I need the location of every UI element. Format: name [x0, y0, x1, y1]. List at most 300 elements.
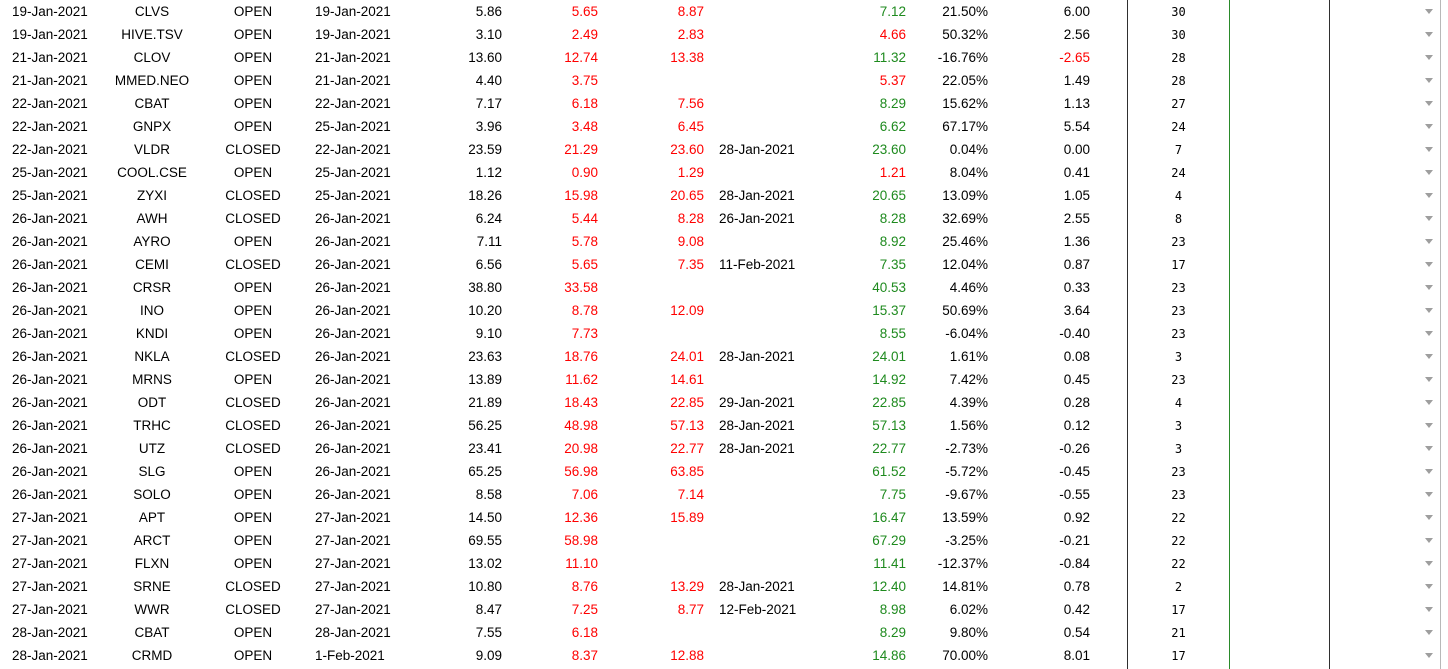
stop-price-cell[interactable]: 7.73 [571, 326, 598, 341]
ratio-cell[interactable]: 0.45 [1063, 372, 1090, 387]
entry-price-cell[interactable]: 23.63 [468, 349, 502, 364]
chevron-down-icon[interactable] [1423, 375, 1435, 385]
chevron-down-icon[interactable] [1423, 145, 1435, 155]
exit-date-cell[interactable] [719, 23, 809, 46]
chevron-down-icon[interactable] [1423, 582, 1435, 592]
ratio-cell[interactable]: 0.28 [1063, 395, 1090, 410]
exit-date-cell[interactable] [719, 460, 809, 483]
ratio-cell[interactable]: 2.56 [1063, 27, 1090, 42]
chevron-down-icon[interactable] [1423, 191, 1435, 201]
current-price-cell[interactable]: 20.65 [872, 188, 906, 203]
chevron-down-icon[interactable] [1423, 260, 1435, 270]
stop-price-cell[interactable]: 18.76 [564, 349, 598, 364]
percent-change-cell[interactable]: 70.00% [942, 648, 988, 663]
current-price-cell[interactable]: 11.41 [873, 556, 906, 571]
exit-date-cell[interactable]: 28-Jan-2021 [719, 418, 795, 433]
ticker-cell[interactable]: AYRO [133, 234, 171, 249]
stop-price-cell[interactable]: 12.36 [564, 510, 598, 525]
percent-change-cell[interactable]: 22.05% [942, 73, 988, 88]
status-cell[interactable]: OPEN [233, 50, 273, 65]
percent-change-cell[interactable]: 1.56% [949, 418, 988, 433]
status-cell[interactable]: CLOSED [225, 188, 281, 203]
stop-price-cell[interactable]: 5.65 [571, 4, 598, 19]
entry-price-cell[interactable]: 8.47 [475, 602, 502, 617]
exit-date-cell[interactable] [719, 322, 809, 345]
status-cell[interactable]: CLOSED [225, 349, 281, 364]
exit-date-cell[interactable]: 28-Jan-2021 [719, 188, 795, 203]
days-held-cell[interactable]: 3 [1174, 350, 1183, 364]
percent-change-cell[interactable]: 6.02% [949, 602, 988, 617]
chevron-down-icon[interactable] [1423, 651, 1435, 661]
entry-date-cell[interactable]: 26-Jan-2021 [12, 395, 88, 410]
ratio-cell[interactable]: 0.08 [1063, 349, 1090, 364]
status-cell[interactable]: OPEN [233, 165, 273, 180]
exit-date-cell[interactable]: 29-Jan-2021 [719, 395, 795, 410]
entry-date-cell[interactable]: 26-Jan-2021 [12, 372, 88, 387]
days-held-cell[interactable]: 30 [1171, 5, 1186, 19]
open-date-cell[interactable]: 26-Jan-2021 [315, 211, 391, 226]
ratio-cell[interactable]: -2.65 [1059, 50, 1090, 65]
current-price-cell[interactable]: 5.37 [879, 73, 906, 88]
chevron-down-icon[interactable] [1423, 76, 1435, 86]
current-price-cell[interactable]: 6.62 [879, 119, 906, 134]
current-price-cell[interactable]: 4.66 [879, 27, 906, 42]
exit-date-cell[interactable]: 28-Jan-2021 [719, 441, 795, 456]
chevron-down-icon[interactable] [1423, 53, 1435, 63]
days-held-cell[interactable]: 22 [1171, 534, 1186, 548]
entry-date-cell[interactable]: 26-Jan-2021 [12, 234, 88, 249]
percent-change-cell[interactable]: 4.46% [949, 280, 988, 295]
open-date-cell[interactable]: 26-Jan-2021 [315, 257, 391, 272]
entry-price-cell[interactable]: 69.55 [468, 533, 502, 548]
percent-change-cell[interactable]: 21.50% [942, 4, 988, 19]
percent-change-cell[interactable]: 7.42% [949, 372, 988, 387]
days-held-cell[interactable]: 17 [1171, 649, 1186, 663]
entry-price-cell[interactable]: 38.80 [468, 280, 502, 295]
ticker-cell[interactable]: APT [138, 510, 166, 525]
entry-price-cell[interactable]: 7.11 [476, 234, 502, 249]
entry-date-cell[interactable]: 22-Jan-2021 [12, 142, 88, 157]
current-price-cell[interactable]: 12.40 [872, 579, 906, 594]
percent-change-cell[interactable]: 13.59% [942, 510, 988, 525]
ratio-cell[interactable]: 0.33 [1063, 280, 1090, 295]
exit-date-cell[interactable] [719, 230, 809, 253]
exit-date-cell[interactable] [719, 299, 809, 322]
ticker-cell[interactable]: FLXN [134, 556, 170, 571]
current-price-cell[interactable]: 8.28 [879, 211, 906, 226]
ticker-cell[interactable]: CLOV [133, 50, 171, 65]
current-price-cell[interactable]: 14.92 [872, 372, 906, 387]
ticker-cell[interactable]: GNPX [132, 119, 172, 134]
target-price-cell[interactable]: 12.88 [670, 648, 704, 663]
ticker-cell[interactable]: COOL.CSE [117, 165, 187, 180]
exit-date-cell[interactable]: 12-Feb-2021 [719, 602, 797, 617]
open-date-cell[interactable]: 27-Jan-2021 [315, 533, 391, 548]
target-price-cell[interactable] [634, 322, 704, 345]
target-price-cell[interactable]: 7.56 [677, 96, 704, 111]
percent-change-cell[interactable]: 8.04% [949, 165, 988, 180]
entry-date-cell[interactable]: 28-Jan-2021 [12, 625, 88, 640]
entry-date-cell[interactable]: 27-Jan-2021 [12, 579, 88, 594]
exit-date-cell[interactable]: 26-Jan-2021 [719, 211, 795, 226]
status-cell[interactable]: OPEN [233, 73, 273, 88]
ticker-cell[interactable]: AWH [136, 211, 168, 226]
target-price-cell[interactable]: 2.83 [677, 27, 704, 42]
entry-date-cell[interactable]: 26-Jan-2021 [12, 280, 88, 295]
ticker-cell[interactable]: MRNS [132, 372, 172, 387]
chevron-down-icon[interactable] [1423, 352, 1435, 362]
percent-change-cell[interactable]: 14.81% [942, 579, 988, 594]
entry-price-cell[interactable]: 13.02 [468, 556, 502, 571]
exit-date-cell[interactable] [719, 276, 809, 299]
ticker-cell[interactable]: CBAT [134, 625, 170, 640]
target-price-cell[interactable] [634, 621, 704, 644]
current-price-cell[interactable]: 22.85 [872, 395, 906, 410]
status-cell[interactable]: CLOSED [225, 579, 281, 594]
entry-price-cell[interactable]: 10.20 [468, 303, 502, 318]
stop-price-cell[interactable]: 5.44 [571, 211, 598, 226]
ratio-cell[interactable]: 5.54 [1063, 119, 1090, 134]
status-cell[interactable]: OPEN [233, 533, 273, 548]
ratio-cell[interactable]: 0.00 [1063, 142, 1090, 157]
status-cell[interactable]: CLOSED [225, 441, 281, 456]
open-date-cell[interactable]: 26-Jan-2021 [315, 234, 391, 249]
days-held-cell[interactable]: 30 [1171, 28, 1186, 42]
ratio-cell[interactable]: -0.40 [1059, 326, 1090, 341]
exit-date-cell[interactable]: 28-Jan-2021 [719, 579, 795, 594]
current-price-cell[interactable]: 7.35 [879, 257, 906, 272]
exit-date-cell[interactable] [719, 69, 809, 92]
ratio-cell[interactable]: 8.01 [1063, 648, 1090, 663]
status-cell[interactable]: OPEN [233, 27, 273, 42]
days-held-cell[interactable]: 23 [1171, 373, 1186, 387]
days-held-cell[interactable]: 21 [1171, 626, 1186, 640]
entry-date-cell[interactable]: 26-Jan-2021 [12, 418, 88, 433]
entry-price-cell[interactable]: 4.40 [475, 73, 502, 88]
ticker-cell[interactable]: CLVS [134, 4, 170, 19]
percent-change-cell[interactable]: 50.69% [942, 303, 988, 318]
open-date-cell[interactable]: 22-Jan-2021 [315, 142, 391, 157]
open-date-cell[interactable]: 25-Jan-2021 [315, 165, 391, 180]
exit-date-cell[interactable] [719, 0, 809, 23]
exit-date-cell[interactable] [719, 115, 809, 138]
exit-date-cell[interactable] [719, 506, 809, 529]
target-price-cell[interactable]: 63.85 [670, 464, 704, 479]
status-cell[interactable]: CLOSED [225, 142, 281, 157]
days-held-cell[interactable]: 3 [1174, 442, 1183, 456]
percent-change-cell[interactable]: -9.67% [945, 487, 988, 502]
open-date-cell[interactable]: 27-Jan-2021 [315, 602, 391, 617]
stop-price-cell[interactable]: 33.58 [564, 280, 598, 295]
entry-date-cell[interactable]: 21-Jan-2021 [12, 73, 88, 88]
stop-price-cell[interactable]: 6.18 [571, 96, 598, 111]
ratio-cell[interactable]: 1.36 [1063, 234, 1090, 249]
entry-price-cell[interactable]: 23.59 [468, 142, 502, 157]
entry-date-cell[interactable]: 25-Jan-2021 [12, 165, 88, 180]
stop-price-cell[interactable]: 15.98 [564, 188, 598, 203]
ticker-cell[interactable]: ZYXI [136, 188, 167, 203]
ratio-cell[interactable]: 0.12 [1063, 418, 1090, 433]
entry-price-cell[interactable]: 23.41 [468, 441, 502, 456]
stop-price-cell[interactable]: 11.10 [565, 556, 598, 571]
chevron-down-icon[interactable] [1423, 605, 1435, 615]
open-date-cell[interactable]: 19-Jan-2021 [315, 27, 391, 42]
status-cell[interactable]: OPEN [233, 648, 273, 663]
exit-date-cell[interactable] [719, 644, 809, 667]
stop-price-cell[interactable]: 18.43 [564, 395, 598, 410]
days-held-cell[interactable]: 28 [1171, 74, 1186, 88]
ticker-cell[interactable]: CBAT [134, 96, 170, 111]
ticker-cell[interactable]: KNDI [135, 326, 169, 341]
ratio-cell[interactable]: 2.55 [1063, 211, 1090, 226]
percent-change-cell[interactable]: 0.04% [949, 142, 988, 157]
status-cell[interactable]: OPEN [233, 326, 273, 341]
chevron-down-icon[interactable] [1423, 168, 1435, 178]
open-date-cell[interactable]: 26-Jan-2021 [315, 418, 391, 433]
entry-price-cell[interactable]: 5.86 [475, 4, 502, 19]
entry-date-cell[interactable]: 27-Jan-2021 [12, 510, 88, 525]
target-price-cell[interactable]: 1.29 [677, 165, 704, 180]
ratio-cell[interactable]: 1.49 [1063, 73, 1090, 88]
days-held-cell[interactable]: 23 [1171, 327, 1186, 341]
ratio-cell[interactable]: 0.42 [1063, 602, 1090, 617]
ratio-cell[interactable]: 1.13 [1063, 96, 1090, 111]
status-cell[interactable]: OPEN [233, 556, 273, 571]
days-held-cell[interactable]: 4 [1174, 396, 1183, 410]
stop-price-cell[interactable]: 3.48 [571, 119, 598, 134]
stop-price-cell[interactable]: 8.78 [571, 303, 598, 318]
stop-price-cell[interactable]: 8.37 [571, 648, 598, 663]
stop-price-cell[interactable]: 3.75 [571, 73, 598, 88]
open-date-cell[interactable]: 27-Jan-2021 [315, 510, 391, 525]
current-price-cell[interactable]: 1.21 [879, 165, 906, 180]
ratio-cell[interactable]: -0.55 [1059, 487, 1090, 502]
entry-date-cell[interactable]: 27-Jan-2021 [12, 533, 88, 548]
stop-price-cell[interactable]: 5.78 [571, 234, 598, 249]
open-date-cell[interactable]: 26-Jan-2021 [315, 280, 391, 295]
ticker-cell[interactable]: ODT [137, 395, 167, 410]
ratio-cell[interactable]: -0.21 [1059, 533, 1090, 548]
ratio-cell[interactable]: -0.26 [1059, 441, 1090, 456]
percent-change-cell[interactable]: 25.46% [942, 234, 988, 249]
entry-date-cell[interactable]: 19-Jan-2021 [12, 27, 88, 42]
open-date-cell[interactable]: 1-Feb-2021 [315, 648, 385, 663]
status-cell[interactable]: OPEN [233, 234, 273, 249]
chevron-down-icon[interactable] [1423, 122, 1435, 132]
target-price-cell[interactable]: 12.09 [670, 303, 704, 318]
stop-price-cell[interactable]: 7.25 [571, 602, 598, 617]
ticker-cell[interactable]: CEMI [135, 257, 169, 272]
stop-price-cell[interactable]: 20.98 [564, 441, 598, 456]
current-price-cell[interactable]: 24.01 [872, 349, 906, 364]
open-date-cell[interactable]: 26-Jan-2021 [315, 464, 391, 479]
percent-change-cell[interactable]: 32.69% [942, 211, 988, 226]
open-date-cell[interactable]: 28-Jan-2021 [315, 625, 391, 640]
chevron-down-icon[interactable] [1423, 7, 1435, 17]
target-price-cell[interactable] [634, 529, 704, 552]
open-date-cell[interactable]: 19-Jan-2021 [315, 4, 391, 19]
days-held-cell[interactable]: 23 [1171, 235, 1186, 249]
entry-date-cell[interactable]: 26-Jan-2021 [12, 349, 88, 364]
target-price-cell[interactable]: 8.28 [677, 211, 704, 226]
entry-price-cell[interactable]: 56.25 [468, 418, 502, 433]
percent-change-cell[interactable]: 12.04% [942, 257, 988, 272]
stop-price-cell[interactable]: 48.98 [564, 418, 598, 433]
stop-price-cell[interactable]: 2.49 [571, 27, 598, 42]
exit-date-cell[interactable] [719, 46, 809, 69]
days-held-cell[interactable]: 23 [1171, 488, 1186, 502]
open-date-cell[interactable]: 26-Jan-2021 [315, 487, 391, 502]
chevron-down-icon[interactable] [1423, 513, 1435, 523]
chevron-down-icon[interactable] [1423, 398, 1435, 408]
ticker-cell[interactable]: ARCT [133, 533, 171, 548]
target-price-cell[interactable]: 13.38 [670, 50, 704, 65]
entry-price-cell[interactable]: 7.55 [475, 625, 502, 640]
status-cell[interactable]: CLOSED [225, 418, 281, 433]
chevron-down-icon[interactable] [1423, 214, 1435, 224]
entry-price-cell[interactable]: 10.80 [468, 579, 502, 594]
entry-price-cell[interactable]: 13.89 [468, 372, 502, 387]
open-date-cell[interactable]: 21-Jan-2021 [315, 73, 391, 88]
current-price-cell[interactable]: 61.52 [872, 464, 906, 479]
ratio-cell[interactable]: 0.87 [1063, 257, 1090, 272]
percent-change-cell[interactable]: -2.73% [945, 441, 988, 456]
open-date-cell[interactable]: 27-Jan-2021 [315, 556, 391, 571]
exit-date-cell[interactable] [719, 529, 809, 552]
target-price-cell[interactable]: 7.35 [677, 257, 704, 272]
ratio-cell[interactable]: 0.78 [1063, 579, 1090, 594]
current-price-cell[interactable]: 8.98 [879, 602, 906, 617]
ticker-cell[interactable]: MMED.NEO [114, 73, 190, 88]
percent-change-cell[interactable]: 50.32% [942, 27, 988, 42]
entry-date-cell[interactable]: 28-Jan-2021 [12, 648, 88, 663]
exit-date-cell[interactable] [719, 368, 809, 391]
open-date-cell[interactable]: 21-Jan-2021 [315, 50, 391, 65]
stop-price-cell[interactable]: 5.65 [571, 257, 598, 272]
status-cell[interactable]: OPEN [233, 96, 273, 111]
percent-change-cell[interactable]: -12.37% [937, 556, 988, 571]
entry-price-cell[interactable]: 3.96 [475, 119, 502, 134]
target-price-cell[interactable]: 8.77 [677, 602, 704, 617]
stop-price-cell[interactable]: 56.98 [564, 464, 598, 479]
ticker-cell[interactable]: CRSR [132, 280, 172, 295]
entry-date-cell[interactable]: 22-Jan-2021 [12, 96, 88, 111]
target-price-cell[interactable]: 14.61 [670, 372, 704, 387]
ticker-cell[interactable]: INO [139, 303, 164, 318]
exit-date-cell[interactable]: 11-Feb-2021 [719, 257, 796, 272]
chevron-down-icon[interactable] [1423, 444, 1435, 454]
status-cell[interactable]: OPEN [233, 119, 273, 134]
ratio-cell[interactable]: 3.64 [1063, 303, 1090, 318]
target-price-cell[interactable]: 57.13 [670, 418, 704, 433]
percent-change-cell[interactable]: -3.25% [945, 533, 988, 548]
ticker-cell[interactable]: WWR [134, 602, 170, 617]
days-held-cell[interactable]: 23 [1171, 465, 1186, 479]
chevron-down-icon[interactable] [1423, 329, 1435, 339]
chevron-down-icon[interactable] [1423, 628, 1435, 638]
ratio-cell[interactable]: 0.92 [1063, 510, 1090, 525]
current-price-cell[interactable]: 8.29 [879, 96, 906, 111]
entry-date-cell[interactable]: 26-Jan-2021 [12, 487, 88, 502]
open-date-cell[interactable]: 25-Jan-2021 [315, 119, 391, 134]
exit-date-cell[interactable] [719, 92, 809, 115]
status-cell[interactable]: OPEN [233, 487, 273, 502]
current-price-cell[interactable]: 8.29 [879, 625, 906, 640]
current-price-cell[interactable]: 8.92 [879, 234, 906, 249]
percent-change-cell[interactable]: 4.39% [949, 395, 988, 410]
entry-date-cell[interactable]: 22-Jan-2021 [12, 119, 88, 134]
days-held-cell[interactable]: 27 [1171, 97, 1186, 111]
open-date-cell[interactable]: 25-Jan-2021 [315, 188, 391, 203]
percent-change-cell[interactable]: 1.61% [949, 349, 988, 364]
percent-change-cell[interactable]: -6.04% [945, 326, 988, 341]
current-price-cell[interactable]: 16.47 [872, 510, 906, 525]
entry-date-cell[interactable]: 26-Jan-2021 [12, 326, 88, 341]
target-price-cell[interactable] [634, 69, 704, 92]
entry-date-cell[interactable]: 27-Jan-2021 [12, 556, 88, 571]
target-price-cell[interactable]: 9.08 [677, 234, 704, 249]
status-cell[interactable]: CLOSED [225, 211, 281, 226]
days-held-cell[interactable]: 24 [1171, 120, 1186, 134]
chevron-down-icon[interactable] [1423, 467, 1435, 477]
days-held-cell[interactable]: 7 [1174, 143, 1183, 157]
current-price-cell[interactable]: 7.12 [879, 4, 906, 19]
exit-date-cell[interactable] [719, 483, 809, 506]
current-price-cell[interactable]: 8.55 [879, 326, 906, 341]
ratio-cell[interactable]: 6.00 [1063, 4, 1090, 19]
status-cell[interactable]: OPEN [233, 303, 273, 318]
status-cell[interactable]: OPEN [233, 372, 273, 387]
current-price-cell[interactable]: 40.53 [872, 280, 906, 295]
current-price-cell[interactable]: 57.13 [872, 418, 906, 433]
entry-date-cell[interactable]: 25-Jan-2021 [12, 188, 88, 203]
ratio-cell[interactable]: 0.41 [1063, 165, 1090, 180]
ticker-cell[interactable]: TRHC [133, 418, 171, 433]
current-price-cell[interactable]: 23.60 [872, 142, 906, 157]
stop-price-cell[interactable]: 21.29 [564, 142, 598, 157]
open-date-cell[interactable]: 22-Jan-2021 [315, 96, 391, 111]
target-price-cell[interactable]: 15.89 [670, 510, 704, 525]
status-cell[interactable]: OPEN [233, 280, 273, 295]
current-price-cell[interactable]: 7.75 [879, 487, 906, 502]
target-price-cell[interactable] [634, 276, 704, 299]
stop-price-cell[interactable]: 8.76 [571, 579, 598, 594]
current-price-cell[interactable]: 14.86 [872, 648, 906, 663]
days-held-cell[interactable]: 17 [1171, 258, 1186, 272]
percent-change-cell[interactable]: -5.72% [945, 464, 988, 479]
status-cell[interactable]: CLOSED [225, 602, 281, 617]
entry-price-cell[interactable]: 9.10 [475, 326, 502, 341]
stop-price-cell[interactable]: 0.90 [571, 165, 598, 180]
chevron-down-icon[interactable] [1423, 306, 1435, 316]
ticker-cell[interactable]: SRNE [133, 579, 171, 594]
target-price-cell[interactable] [634, 552, 704, 575]
open-date-cell[interactable]: 26-Jan-2021 [315, 441, 391, 456]
stop-price-cell[interactable]: 7.06 [571, 487, 598, 502]
ratio-cell[interactable]: 0.54 [1063, 625, 1090, 640]
target-price-cell[interactable]: 6.45 [677, 119, 704, 134]
entry-price-cell[interactable]: 13.60 [468, 50, 502, 65]
chevron-down-icon[interactable] [1423, 536, 1435, 546]
entry-date-cell[interactable]: 26-Jan-2021 [12, 303, 88, 318]
entry-date-cell[interactable]: 26-Jan-2021 [12, 464, 88, 479]
entry-price-cell[interactable]: 21.89 [468, 395, 502, 410]
entry-date-cell[interactable]: 26-Jan-2021 [12, 441, 88, 456]
exit-date-cell[interactable] [719, 161, 809, 184]
entry-price-cell[interactable]: 9.09 [475, 648, 502, 663]
ratio-cell[interactable]: 1.05 [1063, 188, 1090, 203]
ratio-cell[interactable]: -0.45 [1059, 464, 1090, 479]
